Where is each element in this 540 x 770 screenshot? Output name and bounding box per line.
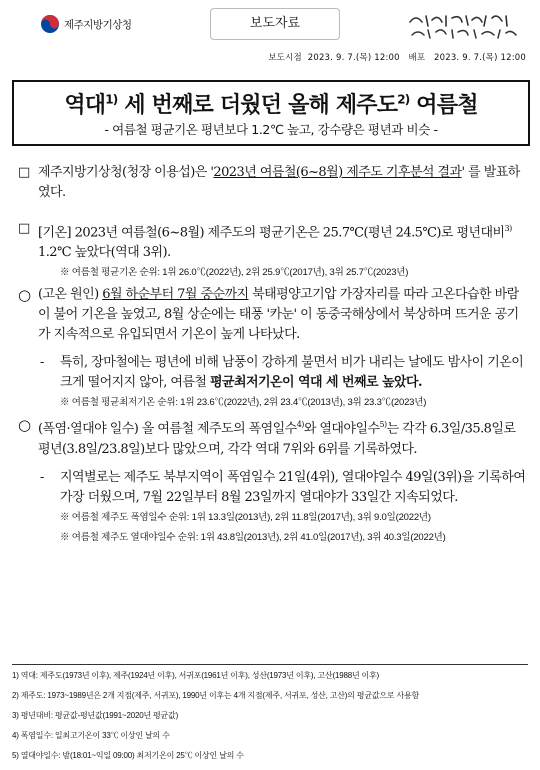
paragraph-announcement: □ 제주지방기상청(청장 이용섭)은 '2023년 여름철(6~8월) 제주도 기후분석 결과' 를 발표하였다. [18, 165, 520, 200]
footnote-2: 2) 제주도: 1973~1989년은 2개 지점(제주, 서귀포), 1990년 이후는 4개 지점(제주, 서귀포, 성산, 고산)의 평균값으로 사용함 [12, 691, 420, 700]
square-bullet-icon: □ [18, 221, 30, 236]
release-label: 배포 [408, 53, 426, 63]
paragraph-heat-cause: ○ (고온 원인) 6월 하순부터 7월 중순까지 북태평양고기압 가장자리를 따라 고온다습한 바람이 불어 기온을 높였고, 8월 상순에는 태풍 '카눈' 이 동중국해상에서 북상하며 뜨거운 공기가 지속적으로 유입되면서 기온이 높게 나타났다. [18, 286, 519, 343]
doc-type-badge: 보도자료 [210, 8, 340, 40]
release-dates [0, 51, 526, 63]
government-logo-icon [40, 14, 60, 34]
paragraph-rainy-season: - 특히, 장마철에는 평년에 비해 남풍이 강하게 불면서 비가 내리는 날에도 밤사이 기온이 크게 떨어지지 않아, 여름철 평균최저기온이 역대 세 번째로 높았다. [40, 355, 524, 391]
paragraph-heatwave-days: ○ (폭염·열대야 일수) 올 여름철 제주도의 폭염일수$^{4)}$와 열대야일수$^{5)}$는 각각 6.3일/35.8일로 평년(3.8일/23.8일)보다 많았으며, 각각 역대 7위와 6위를 기록하였다. [18, 416, 516, 457]
page-subtitle: - 여름철 평균기온 평년보다 1.2℃ 높고, 강수량은 평년과 비슷 - [104, 122, 438, 137]
page-title: 역대$^{1)}$ 세 번째로 더웠던 올해 제주도$^{2)}$ 여름철 [64, 92, 478, 118]
footnote-5: 5) 열대야일수: 밤(18:01~익일 09:00) 최저기온이 25℃ 이상인 날의 수 [12, 751, 244, 760]
note-tropical-night-rank: ※ 여름철 제주도 열대야일수 순위: 1위 43.8일(2013년), 2위 41.0일(2017년), 3위 40.3일(2022년) [60, 531, 446, 543]
note-heatwave-rank: ※ 여름철 제주도 폭염일수 순위: 1위 13.3일(2013년), 2위 11.8일(2017년), 3위 9.0일(2022년) [60, 511, 431, 523]
note-min-temp-rank: ※ 여름철 평균최저기온 순위: 1위 23.6℃(2022년), 2위 23.4℃(2013년), 3위 23.3℃(2023년) [60, 397, 427, 409]
paragraph-regional: - 지역별로는 제주도 북부지역이 폭염일수 21일(4위), 열대야일수 49일(3위)을 기록하여 가장 더웠으며, 7월 22일부터 8월 23일까지 열대야가 33일간 지속되었다. [40, 469, 526, 505]
title-box [12, 80, 530, 146]
footnote-4: 4) 폭염일수: 일최고기온이 33℃ 이상인 날의 수 [12, 731, 170, 740]
circle-bullet-icon: ○ [18, 416, 31, 435]
press-time-label: 보도시점 [268, 53, 302, 63]
main-body [18, 163, 528, 550]
slogan-calligraphy-icon [402, 10, 522, 40]
dash-bullet-icon: - [40, 469, 44, 485]
circle-bullet-icon: ○ [18, 286, 31, 305]
org-name: 제주지방기상청 [64, 19, 132, 31]
note-avg-temp-rank: ※ 여름철 평균기온 순위: 1위 26.0℃(2022년), 2위 25.9℃(2017년), 3위 25.7℃(2023년) [60, 267, 409, 279]
dash-bullet-icon: - [40, 355, 44, 371]
paragraph-temperature: □ [기온] 2023년 여름철(6~8월) 제주도의 평균기온은 25.7℃(평년 24.5℃)로 평년대비$^{3)}$ 1.2℃ 높았다(역대 3위). [18, 221, 512, 261]
footnote-3: 3) 평년대비: 평균값-평년값(1991~2020년 평균값) [12, 711, 179, 720]
release-time: 2023. 9. 7.(목) 12:00 [434, 53, 526, 63]
footnote-divider [12, 664, 528, 665]
press-time: 2023. 9. 7.(목) 12:00 [307, 53, 400, 63]
footnote-1: 1) 역대: 제주도(1973년 이후), 제주(1924년 이후), 서귀포(1961년 이후), 성산(1973년 이후), 고산(1988년 이후) [12, 671, 380, 680]
page-header [10, 8, 530, 42]
square-bullet-icon: □ [18, 165, 30, 180]
